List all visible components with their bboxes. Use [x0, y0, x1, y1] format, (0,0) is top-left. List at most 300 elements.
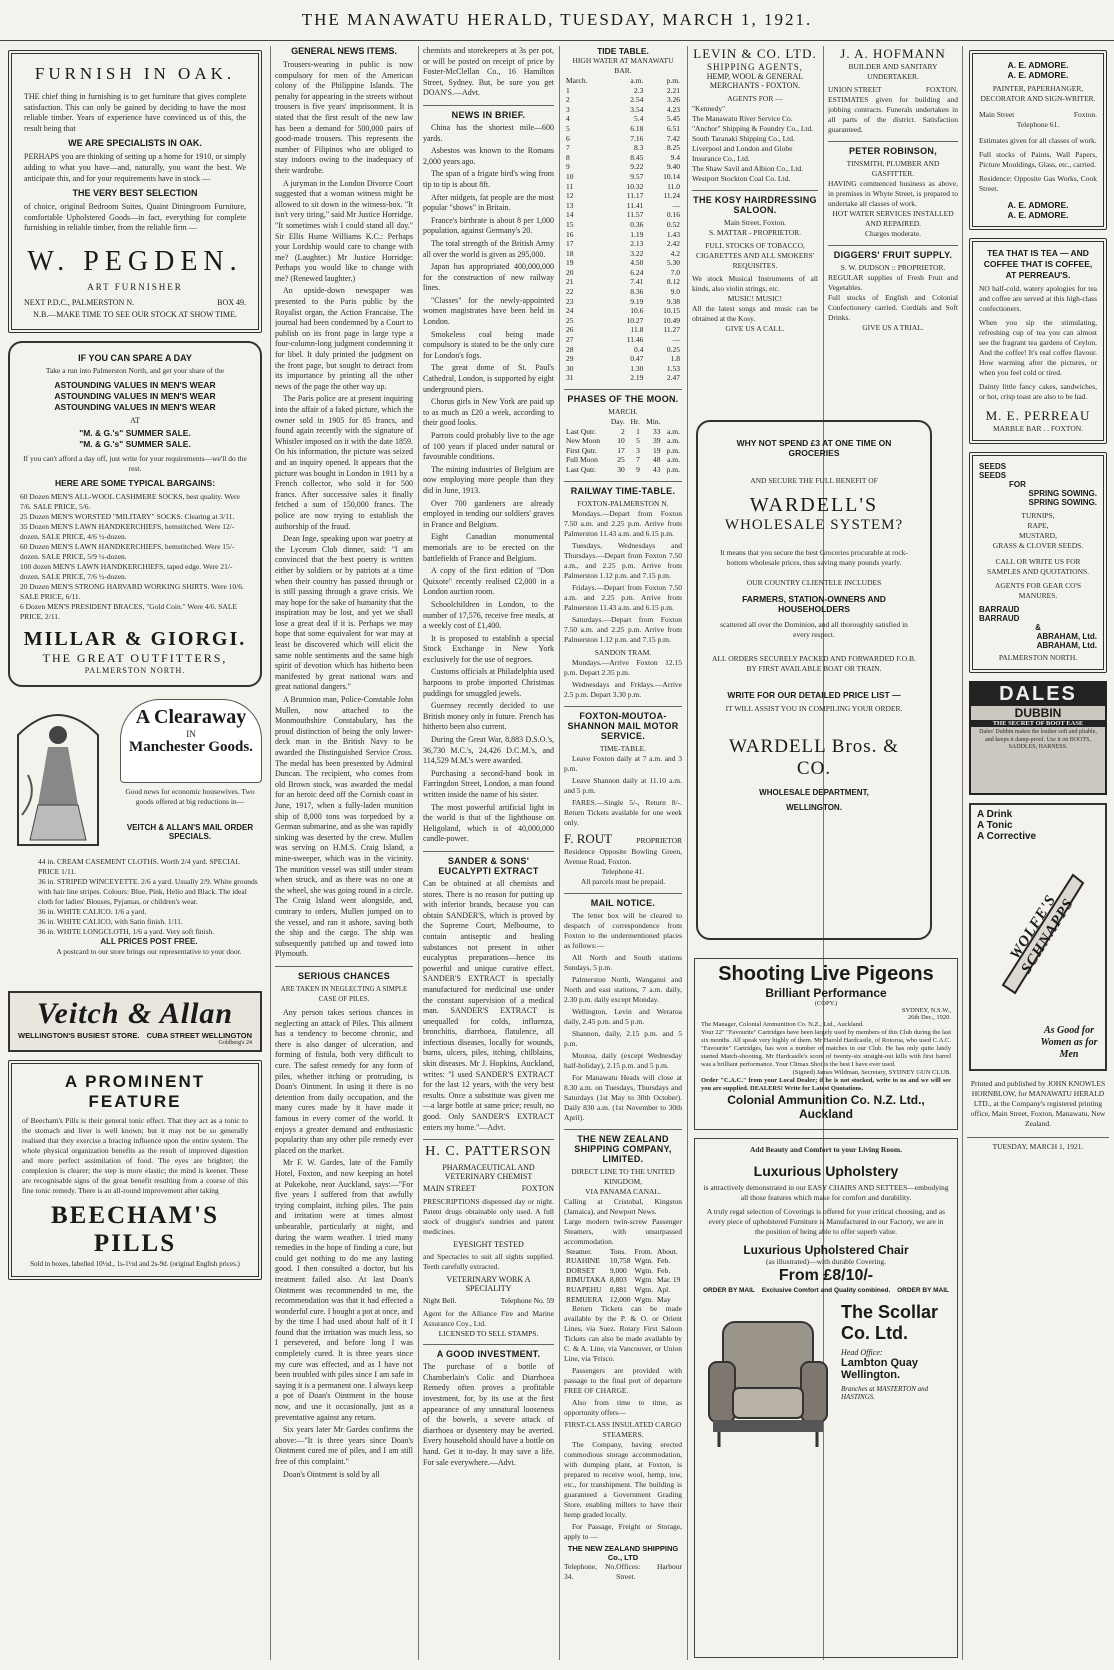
- moon-cell: 7: [636, 455, 640, 465]
- tide-row: [564, 182, 682, 192]
- hofmann-town: FOXTON.: [925, 85, 958, 94]
- scollar-firm2: Co. Ltd.: [841, 1323, 908, 1343]
- furnish-specialists: WE ARE SPECIALISTS IN OAK.: [68, 138, 202, 149]
- veitch-item: 36 in. WHITE CALICO, with Satin finish. 1/11.: [38, 916, 183, 926]
- wardell-question: WHY NOT SPEND £3 AT ONE TIME ON GROCERIES: [736, 438, 892, 458]
- tide-cell: 12: [566, 191, 574, 201]
- steamer-cell: RIMUTAKA: [566, 1275, 606, 1285]
- brief-item: A copy of the first edition of "Don Quixote" recently realised £2,000 in a London auction room.: [423, 566, 554, 597]
- bargain-item: 35 Dozen MEN'S LAWN HANDKERCHIEFS, hemstitched. Were 12/- dozen. SALE PRICE, 4/6 ½-dozen.: [20, 521, 235, 541]
- moon-cell: 30: [617, 464, 625, 474]
- admore-estimates: Estimates given for all classes of work.: [979, 136, 1097, 145]
- brief-item: Customs officials at Philadelphia used harpoons to probe imported Christmas puddings for smuggled jewels.: [423, 667, 554, 698]
- diggers-text: REGULAR supplies of Fresh Fruit and Vegetables.: [828, 273, 958, 292]
- kosy-address: Main Street, Foxton.: [723, 218, 787, 227]
- column-1: [6, 46, 264, 1660]
- tide-row: [564, 143, 682, 153]
- pegden-name: W. PEGDEN.: [27, 245, 243, 277]
- barraud-call: CALL OR WRITE US FOR SAMPLES AND QUOTATIONS.: [986, 557, 1090, 576]
- moon-cell: New Moon: [566, 436, 600, 446]
- shipping-call: Calling at Cristobal, Kingston (Jamaica), and Newport News.: [564, 1196, 682, 1216]
- scollar-by-mail: ORDER BY MAIL: [897, 1287, 949, 1294]
- steamer-row: [564, 1266, 682, 1276]
- millar-intro: Take a run into Palmerston North, and get your share of the: [45, 365, 225, 375]
- brief-item: Asbestos was known to the Romans 2,000 years ago.: [423, 146, 554, 166]
- diggers-call: GIVE US A TRIAL.: [862, 323, 924, 332]
- wardell-firm: WARDELL Bros. & CO.: [729, 736, 899, 779]
- furnish-text: THE chief thing in furnishing is to get furniture that gives complete satisfaction. This can only be gained by deciding to have the most reliable timber. Years of experience have convinced us of this, the result being that: [24, 92, 246, 133]
- tide-cell: 26: [566, 325, 574, 335]
- wardell-farmers: FARMERS, STATION-OWNERS AND HOUSEHOLDERS: [742, 594, 886, 614]
- admore-advert: [969, 50, 1107, 230]
- tide-cell: 7.0: [670, 267, 680, 277]
- tide-row: [564, 210, 682, 220]
- veitch-allan-advert: [8, 695, 262, 983]
- steamer-cell: May: [657, 1294, 671, 1304]
- robinson-sub: TINSMITH, PLUMBER AND GASFITTER.: [846, 159, 940, 178]
- steamer-cell: Wgtn.: [634, 1256, 653, 1266]
- tide-cell: 28: [566, 344, 574, 354]
- wardell-scattered: scattered all over the Dominion, and all thoroughly satisfied in every respect.: [720, 620, 908, 639]
- motor-entry: Leave Foxton daily at 7 a.m. and 3 p.m.: [564, 753, 682, 773]
- serious-subheading: ARE TAKEN IN NEGLECTING A SIMPLE CASE OF PILES.: [280, 984, 408, 1004]
- masthead: THE MANAWATU HERALD, TUESDAY, MARCH 1, 1921.: [0, 0, 1114, 41]
- shipping-via: VIA PANAMA CANAL.: [585, 1186, 661, 1196]
- shipping-offices: Offices: Harbour Street.: [616, 1562, 682, 1582]
- millar-tag: THE GREAT OUTFITTERS,: [42, 650, 228, 665]
- wardell-and: AND SECURE THE FULL BENEFIT OF: [750, 476, 878, 485]
- levin-name: LEVIN & CO. LTD.: [693, 46, 817, 61]
- column-rule: [270, 46, 271, 1660]
- motor-entry: Leave Shannon daily at 11.10 a.m. and 5 p.m.: [564, 775, 682, 795]
- tide-row: [564, 335, 682, 345]
- pegden-nb: N.B.—MAKE TIME TO SEE OUR STOCK AT SHOW TIME.: [33, 309, 237, 319]
- tide-row: [564, 354, 682, 364]
- tide-row: [564, 277, 682, 287]
- barraud-amp: &: [1035, 623, 1041, 632]
- admore-trade: PAINTER, PAPERHANGER, DECORATOR AND SIGN-WRITER.: [980, 84, 1096, 103]
- pigeons-order: Order "C.A.C." from your Local Dealer; if he is not stocked, write to us and we will see you are supplied. DEALERS! Write for Latest Quotations.: [701, 1077, 951, 1092]
- moon-cell: 2: [621, 426, 625, 436]
- perreau-name: M. E. PERREAU: [985, 408, 1091, 423]
- pegden-box: BOX 49.: [217, 297, 246, 307]
- scollar-text2: A truly regal selection of Coverings is offered for your critical choosing, and as every piece of upholstered Furniture is Manufactured in our Factory, we are in the position of being able to offer superb value.: [706, 1207, 946, 1236]
- kosy-call: GIVE US A CALL.: [725, 324, 785, 333]
- railway-heading: RAILWAY TIME-TABLE.: [564, 481, 682, 496]
- shipping-direct: DIRECT LINE TO THE UNITED KINGDOM,: [571, 1166, 675, 1186]
- tide-row: [564, 134, 682, 144]
- levin-agency: "Anchor" Shipping & Foundry Co., Ltd.: [692, 124, 814, 133]
- tide-cell: 20: [566, 267, 574, 277]
- tide-row: [564, 325, 682, 335]
- barraud-name: BARRAUD: [979, 605, 1020, 614]
- abraham-name: ABRAHAM, Ltd.: [1036, 641, 1097, 650]
- mail-heading: MAIL NOTICE.: [564, 893, 682, 908]
- tide-row: [564, 297, 682, 307]
- column-3: [423, 46, 554, 1660]
- mail-entry: Palmerston North, Wanganui and North and east stations, 7 a.m. daily, 2.30 p.m. daily except Monday.: [564, 974, 682, 1004]
- kosy-heading: THE KOSY HAIRDRESSING SALOON.: [692, 190, 818, 215]
- steamer-col: Steamer.: [566, 1246, 593, 1256]
- veitch-left: WELLINGTON'S BUSIEST STORE.: [18, 1030, 140, 1040]
- tide-cell: 2.3: [633, 85, 644, 95]
- barraud-name: BARRAUD: [979, 614, 1020, 623]
- pegden-address: NEXT P.D.C., PALMERSTON N.: [24, 297, 135, 307]
- wolfes-corrective: A Corrective: [977, 831, 1037, 842]
- millar-values: ASTOUNDING VALUES IN MEN'S WEAR: [54, 401, 216, 412]
- moon-cell: p.m.: [666, 445, 680, 455]
- tide-row: [564, 364, 682, 374]
- robinson-hotwater: HOT WATER SERVICES INSTALLED AND REPAIRED.: [832, 209, 954, 228]
- column-rule: [559, 46, 560, 1660]
- admore-name: A. E. ADMORE.: [1007, 70, 1069, 80]
- barraud-town: PALMERSTON NORTH.: [998, 653, 1078, 662]
- tide-row: [564, 201, 682, 211]
- furnish-text-2: PERHAPS you are thinking of setting up a home for 1910, or simply adding to what you have—and, naturally, you want the best. We anticipate this, and for your requirements have in stock —: [24, 152, 246, 183]
- piles-paragraph: Six years later Mr Gardes confirms the above:—"It is three years since Doan's Ointment cured me of piles, and I am still free of this complaint.": [275, 1425, 413, 1466]
- bargain-item: 25 Dozen MEN'S WORSTED "MILITARY" SOCKS. Clearing at 3/11.: [20, 511, 235, 521]
- steamer-cell: Mar. 19: [657, 1275, 681, 1285]
- tide-cell: 8.3: [633, 143, 644, 153]
- tide-cell: 8.25: [666, 143, 680, 153]
- bargain-item: 60 Dozen MEN'S ALL-WOOL CASHMERE SOCKS, best quality. Were 7/6. SALE PRICE, 5/6.: [20, 491, 240, 511]
- pegden-trade: ART FURNISHER: [87, 281, 183, 292]
- kosy-stock: FULL STOCKS OF TOBACCO, CIGARETTES AND ALL SMOKERS' REQUISITES.: [696, 241, 814, 270]
- diggers-text2: Full stocks of English and Colonial Confectionery carried. Cordials and Soft Drinks.: [828, 293, 958, 322]
- steamer-cell: Wgtn.: [634, 1284, 653, 1294]
- tide-row: [564, 86, 682, 96]
- diggers-heading: DIGGERS' FRUIT SUPPLY.: [828, 245, 958, 260]
- tide-cell: 3: [566, 104, 570, 114]
- patterson-stamps: LICENSED TO SELL STAMPS.: [438, 1329, 539, 1339]
- shipping-cargo: FIRST-CLASS INSULATED CARGO STEAMERS.: [564, 1420, 682, 1440]
- hofmann-sub: BUILDER AND SANITARY UNDERTAKER.: [848, 62, 938, 81]
- tide-cell: 9.0: [670, 287, 680, 297]
- clearaway-title: A Clearaway: [135, 705, 247, 728]
- moon-cell: 48: [652, 455, 661, 465]
- moon-row: [564, 427, 682, 437]
- brief-item: After midgets, fat people are the most popular "shows" in Britain.: [423, 192, 554, 213]
- steamer-cell: 8,803: [609, 1275, 627, 1285]
- tide-cell: 1.43: [666, 229, 680, 239]
- brief-item: Parrots could probably live to the age of 100 years if placed under natural or favourable conditions.: [423, 431, 554, 462]
- hofmann-text: ESTIMATES given for building and jobbing contracts. Funerals undertaken in all parts of the district. Satisfaction guaranteed.: [828, 95, 958, 134]
- piles-paragraph: Doan's Ointment is sold by all: [283, 1469, 380, 1479]
- veitch-item: 36 in. WHITE CALICO. 1/6 a yard.: [38, 906, 147, 916]
- steamer-cell: Feb.: [657, 1256, 671, 1266]
- patterson-advert: [423, 1139, 554, 1338]
- tide-cell: 7: [566, 143, 570, 153]
- wolfes-advert: [969, 803, 1107, 1071]
- moon-cell: a.m.: [667, 436, 680, 446]
- tide-row: [564, 345, 682, 355]
- tide-cell: 3.22: [630, 248, 644, 258]
- tide-row: [564, 220, 682, 230]
- patterson-name: H. C. PATTERSON: [425, 1144, 552, 1160]
- millar-town: PALMERSTON NORTH.: [84, 665, 186, 675]
- levin-agency: "Kennedy": [692, 104, 726, 113]
- tea-heading2: AT PERREAU'S.: [1005, 270, 1071, 280]
- tide-cell: 4: [566, 114, 570, 124]
- scollar-add: Add Beauty and Comfort to your Living Room.: [750, 1145, 902, 1154]
- tide-row: [564, 153, 682, 163]
- tide-cell: 0.52: [666, 219, 680, 229]
- veitch-free: ALL PRICES POST FREE.: [100, 936, 198, 946]
- column-5: [692, 46, 818, 392]
- moon-cell: First Qutr.: [566, 445, 597, 455]
- moon-cell: 9: [636, 464, 640, 474]
- tide-cell: 9.4: [670, 152, 680, 162]
- brief-item: Eight Canadian monumental memorials are to be erected on the battlefields of France and Belgium.: [423, 532, 554, 563]
- rout-tel: Telephone 41.: [601, 866, 645, 876]
- scollar-exclusive: Exclusive Comfort and Quality combined.: [761, 1287, 891, 1294]
- steamer-table: [564, 1247, 682, 1305]
- investment-text: The purchase of a bottle of Chamberlain's Colic and Diarrhoea Remedy often proves a profitable investment, for, by its use at the first appearance of any unnatural looseness of the bowels, a severe attack of diarrhoea or dysentery may be averted. Every household should have a bottle on hand. Get it to-day. It may save a life. For sale everywhere.—Advt.: [423, 1362, 554, 1467]
- tide-cell: 0.16: [666, 210, 680, 220]
- patterson-eyesight: EYESIGHT TESTED: [453, 1240, 524, 1250]
- patterson-night: Night Bell.: [423, 1296, 457, 1306]
- patterson-street: MAIN STREET: [423, 1184, 476, 1194]
- column-6: [828, 46, 958, 392]
- wardell-clientele: OUR COUNTRY CLIENTELE INCLUDES: [746, 578, 882, 587]
- wardell-write: WRITE FOR OUR DETAILED PRICE LIST —: [727, 690, 901, 700]
- tide-cell: 0.47: [630, 354, 644, 364]
- motor-entry: FARES.—Single 5/-, Return 8/-. Return Tickets available for one week only.: [564, 797, 682, 827]
- furnish-selection: THE VERY BEST SELECTION: [72, 188, 198, 199]
- scollar-chair-sub: (as illustrated)—with durable Covering.: [766, 1257, 886, 1266]
- shipping-tel: Telephone, No. 34.: [564, 1562, 617, 1582]
- dales-title: DALES: [971, 683, 1105, 706]
- seed-item: TURNIPS,: [1021, 511, 1055, 520]
- moon-heading: PHASES OF THE MOON.: [564, 389, 682, 404]
- mail-entry: Shannon, daily, 2.15 p.m. and 5 p.m.: [564, 1028, 682, 1048]
- levin-advert: [692, 46, 818, 184]
- tide-cell: 10.32: [626, 181, 644, 191]
- tide-cell: 31: [566, 373, 574, 383]
- brief-item: France's birthrate is about 8 per 1,000 population, against Germany's 20.: [423, 215, 554, 236]
- levin-agency: The Manawatu River Service Co.: [692, 114, 793, 123]
- wolfes-tonic: A Tonic: [977, 820, 1013, 831]
- levin-agency: Liverpool and London and Globe Insurance Co., Ltd.: [692, 144, 793, 163]
- tide-row: [564, 105, 682, 115]
- tide-cell: 21: [566, 277, 574, 287]
- tide-cell: 11.46: [626, 335, 644, 345]
- diggers-proprietor: S. W. DUDSON :: PROPRIETOR.: [840, 263, 946, 272]
- tide-cell: 0.36: [630, 219, 644, 229]
- veitch-item: 44 in. CREAM CASEMENT CLOTHS. Worth 2/4 yard. SPECIAL PRICE 1/11.: [38, 856, 240, 876]
- moon-cell: Last Qutr.: [566, 426, 596, 436]
- railway-sub: FOXTON-PALMERSTON N.: [577, 498, 669, 508]
- tide-row: [564, 239, 682, 249]
- millar-at: AT: [130, 415, 140, 425]
- tide-cell: 8.12: [666, 277, 680, 287]
- tide-cell: 23: [566, 296, 574, 306]
- steamer-col: From.: [634, 1246, 653, 1256]
- piles-paragraph: Mr F. W. Gardes, late of the Family Hotel, Foxton, and now keeping an hotel at Pukekohe, near Auckland, says:—"For five years I suffered from that awfully trying complaint, itching piles. The pain and irritation were at times almost unbearable, particularly at night, and during the warm weather. I tried many remedies in the hope of finding a cure, but could get nothing to do me any lasting good. I then consulted a doctor, but his treatment failed also. At last Doan's Ointment was recommended to me, the recommendation was that it had effected a wonderful cure. I bought a pot at once, and by the time I had used about half of it I found that the irritation was much less, so I persevered, and before long I was completely cured. It is three years since my cure was effected, and as I have not been troubled with piles since I am safe in saying it is a permanent one. I always keep a pot of Doan's Ointment in the house now, and use it occasionally, just as a preventative against any return.: [275, 1158, 413, 1422]
- tide-cell: 14: [566, 210, 574, 220]
- kosy-proprietor: S. MATTAR - PROPRIETOR.: [709, 228, 801, 237]
- moon-col: Day.: [610, 417, 625, 426]
- patterson-spect: and Spectacles to suit all sights supplied. Teeth carefully extracted.: [423, 1252, 554, 1272]
- shipping-text: The Company, having erected commodious storage accommodation, with dumping plant, at Foxton, is prepared to receive wool, hemp, tow, etc., for transhipment. The building is guaranteed a Government Grading Store, enabling millers to have their hemp graded locally.: [564, 1440, 682, 1520]
- shipping-text: Also from time to time, as opportunity offers—: [564, 1398, 682, 1418]
- millar-values: ASTOUNDING VALUES IN MEN'S WEAR: [54, 390, 216, 401]
- shipping-heading: THE NEW ZEALAND SHIPPING COMPANY, LIMITED.: [564, 1129, 682, 1164]
- steamer-col: About.: [657, 1246, 678, 1256]
- tide-row: [564, 172, 682, 182]
- brief-item: China has the shortest mile—600 yards.: [423, 122, 554, 143]
- admore-stocks: Full stocks of Paints, Wall Papers, Picture Mouldings, Glass, etc., carried.: [979, 150, 1097, 169]
- tide-cell: 9.40: [666, 162, 680, 172]
- brief-item: Japan has appropriated 400,000,000 for the construction of new railway lines.: [423, 262, 554, 293]
- millar-values: ASTOUNDING VALUES IN MEN'S WEAR: [54, 379, 216, 390]
- dubbin-title: DUBBIN: [1014, 706, 1062, 720]
- millar-sale: "M. & G.'s" SUMMER SALE.: [79, 427, 191, 438]
- shipping-firm: THE NEW ZEALAND SHIPPING Co., LTD: [567, 1544, 679, 1563]
- tide-cell: 17: [566, 239, 574, 249]
- tide-cell: 2.13: [630, 239, 644, 249]
- tide-row: [564, 306, 682, 316]
- tide-cell: 5.4: [633, 114, 644, 124]
- pegden-advert: [8, 50, 262, 333]
- tide-cell: 7.42: [666, 133, 680, 143]
- tide-cell: 1.53: [666, 363, 680, 373]
- steamer-cell: Wgtn.: [634, 1275, 653, 1285]
- tide-cell: 10: [566, 171, 574, 181]
- steamer-col: Tons.: [609, 1246, 627, 1256]
- tide-row: [564, 114, 682, 124]
- moon-cell: 17: [617, 445, 625, 455]
- tide-cell: 2.54: [630, 95, 644, 105]
- scollar-lux: Luxurious Upholstery: [753, 1163, 899, 1179]
- tea-heading: TEA THAT IS TEA — AND COFFEE THAT IS COFFEE,: [983, 248, 1093, 269]
- mail-entry: Wellington, Levin and Weraroa daily, 2.45 p.m. and 5 p.m.: [564, 1006, 682, 1026]
- tide-cell: 27: [566, 335, 574, 345]
- scollar-head: Head Office:: [841, 1348, 883, 1357]
- piles-paragraph: Any person takes serious chances in neglecting an attack of Piles. This ailment has a tendency to become chronic, and there is also danger of ulceration, and forming of fistula, both very difficult to cure. The safest remedy for any form of piles, whether itching or protruding, is Doan's Ointment. In using it there is no detention from daily occupation, and the many cures made by it have made it famous in every corner of the world. It enjoys a greater demand and enthusiastic popularity than any other pile remedy ever placed on the market.: [275, 1008, 413, 1155]
- millar-note: If you can't afford a day off, just write for your requirements—we'll do the rest.: [23, 453, 247, 473]
- beecham-text: of Beecham's Pills is their general tonic effect. That they act as a tonic to the stomach and liver is well known; but it may not be so generally realised that they exercise a bracing influence upon the entire system. The whole physical organization benefits as the result of improved digestion and more perfect assimilation of food. The eyes are brighter; the complexion is clearer; the step is more elastic; the mind is keener. These are recognisable signs of the great benefit resulting from a course of this fine tonic remedy. There is an all-round improvement after taking: [22, 1115, 248, 1195]
- kosy-songs: All the latest songs and music can be obtained at the Kosy.: [692, 304, 818, 323]
- tide-cell: 11.17: [626, 191, 644, 201]
- seed-item: GRASS & CLOVER SEEDS.: [992, 541, 1084, 550]
- tea-text: Dainty little fancy cakes, sandwiches, or hot, crisp toast are also to be had.: [979, 382, 1097, 401]
- perreau-marble: MARBLE BAR . . FOXTON.: [992, 424, 1084, 433]
- tide-col: a.m.: [630, 76, 644, 85]
- tide-cell: 2: [566, 95, 570, 105]
- news-paragraph: Trousers-wearing in public is now compulsory for men of the American colony of the Philippine Islands. The penalty for appearing in the streets without trousers is five years' imprisonment. It is stated that the first result of the new law has been a demand for 500,000 pairs of good-made trousers. This represents the number of Filipinos who are obliged to stay indoors owing to the inadequacy of their wardrobe.: [275, 60, 413, 175]
- tide-row: [564, 373, 682, 383]
- scollar-wgtn: Wellington.: [841, 1369, 901, 1381]
- admore-town: Foxton.: [1073, 110, 1097, 119]
- wardell-advert: [696, 420, 932, 940]
- tide-row: [564, 287, 682, 297]
- pigeons-date: 26th Dec., 1920.: [907, 1014, 951, 1021]
- millar-head: IF YOU CAN SPARE A DAY: [78, 352, 192, 363]
- tide-cell: 6.51: [666, 123, 680, 133]
- levin-agents: AGENTS FOR —: [727, 94, 783, 103]
- tide-cell: 4.23: [666, 104, 680, 114]
- steamer-cell: RUAPEHU: [566, 1284, 602, 1294]
- moon-cell: a.m.: [667, 426, 680, 436]
- tram-entry: Wednesdays and Fridays.—Arrive 2.5 p.m. Depart 3.30 p.m.: [564, 679, 682, 699]
- scollar-branches: Branches at MASTERTON and HASTINGS.: [841, 1385, 929, 1401]
- steamer-cell: 9,000: [609, 1265, 627, 1275]
- patterson-vet: VETERINARY WORK A SPECIALITY: [446, 1275, 531, 1294]
- admore-name: A. E. ADMORE.: [1007, 60, 1069, 70]
- steamer-cell: 12,000: [609, 1294, 631, 1304]
- steamer-cell: Apl.: [657, 1284, 671, 1294]
- clearaway-banner: [120, 699, 262, 783]
- wardell-means: It means that you secure the best Groceries procurable at rock-bottom wholesale prices, thus saving many pounds yearly.: [720, 548, 908, 567]
- rout-residence: Residence Opposite Bowling Green, Avenue Road, Foxton.: [564, 846, 682, 866]
- brief-item: During the Great War, 8,883 D.S.O.'s, 36,730 M.C.'s, 24,426 D.C.M.'s, and 114,529 M.M.'s were awarded.: [423, 735, 554, 766]
- tide-cell: 13: [566, 200, 574, 210]
- moon-row: [564, 436, 682, 446]
- tide-cell: 22: [566, 287, 574, 297]
- scollar-chair: Luxurious Upholstered Chair: [743, 1243, 909, 1257]
- hofmann-name: J. A. HOFMANN: [840, 46, 946, 61]
- pigeons-firm: Colonial Ammunition Co. N.Z. Ltd., Auckland: [727, 1093, 925, 1121]
- steamer-row: [564, 1285, 682, 1295]
- tide-cell: 8: [566, 152, 570, 162]
- moon-col: Hr.: [630, 417, 640, 426]
- investment-heading: A GOOD INVESTMENT.: [423, 1344, 554, 1359]
- tide-row: [564, 316, 682, 326]
- scollar-advert: [694, 1138, 958, 1658]
- tide-row: [564, 258, 682, 268]
- column-rule: [687, 46, 688, 1660]
- tide-cell: 1: [566, 85, 570, 95]
- tide-cell: 11.41: [626, 200, 644, 210]
- beecham-sold: Sold in boxes, labelled 10½d., 1s-1½d and 2s-9d. (original English prices.): [30, 1259, 240, 1268]
- brief-item: Schoolchildren in London, to the number of 17,576, receive free meals, at a weekly cost of £1,400.: [423, 599, 554, 631]
- dress-illustration: [8, 695, 108, 855]
- tide-subheading: HIGH WATER AT MANAWATU BAR.: [572, 56, 674, 75]
- veitch-allan-logo: [8, 991, 262, 1052]
- tide-cell: 5.45: [666, 114, 680, 124]
- millar-sale: "M. & G.'s" SUMMER SALE.: [79, 438, 191, 449]
- wardell-system: WHOLESALE SYSTEM?: [724, 517, 904, 533]
- general-news-heading: GENERAL NEWS ITEMS.: [291, 46, 397, 56]
- bargain-item: 20 Dozen MEN'S STRONG HARVARD WORKING SHIRTS. Were 10/6. SALE PRICE, 6/11.: [20, 581, 244, 601]
- moon-cell: 25: [617, 455, 625, 465]
- steamer-row: [564, 1256, 682, 1266]
- tide-cell: 16: [566, 229, 574, 239]
- beecham-brand: BEECHAM'S PILLS: [50, 1201, 220, 1257]
- mail-entry: The letter box will be cleared to despatch of correspondence from Foxton to the undermentioned places as follows:—: [564, 910, 682, 950]
- brief-item: The great dome of St. Paul's Cathedral, London, is supported by eight underground piers.: [423, 363, 554, 394]
- tide-cell: 8.36: [630, 287, 644, 297]
- tide-cell: 9.38: [666, 296, 680, 306]
- levin-agency: The Shaw Savil and Albion Co., Ltd.: [692, 164, 804, 173]
- veitch-firm: Veitch & Allan: [36, 996, 234, 1030]
- moon-col: Min.: [646, 417, 661, 426]
- moon-cell: 33: [652, 426, 661, 436]
- millar-firm: MILLAR & GIORGI.: [23, 627, 247, 650]
- spring-sowing: SPRING SOWING.: [1028, 498, 1097, 507]
- tide-cell: 10.15: [663, 306, 680, 316]
- millar-giorgi-advert: [8, 341, 262, 687]
- brief-item: Smokeless coal being made compulsory is stated to be the only cure for London's fogs.: [423, 329, 554, 360]
- tide-cell: 19: [566, 258, 574, 268]
- tide-cell: —: [672, 335, 680, 345]
- scollar-firm1: The Scollar: [841, 1302, 939, 1322]
- tide-cell: 11: [566, 181, 574, 191]
- scollar-price: From £8/10/-: [778, 1267, 874, 1284]
- tea-text: NO half-cold, watery apologies for tea and coffee are served at this high-class confectioners.: [979, 284, 1097, 313]
- moon-cell: a.m.: [667, 455, 680, 465]
